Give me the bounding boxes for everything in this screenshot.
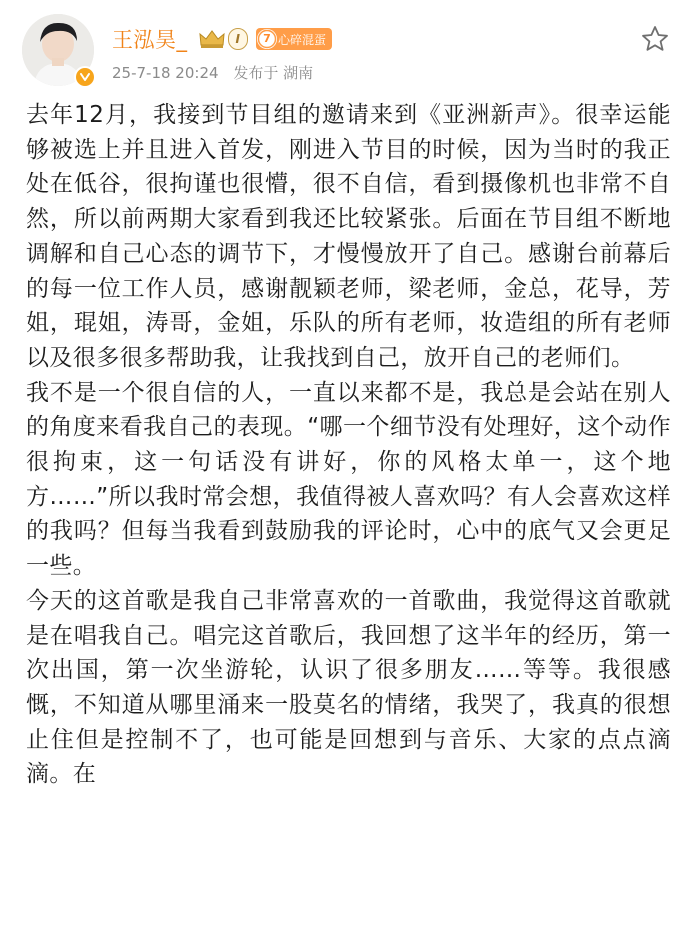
fan-badge-name: 心碎混蛋 bbox=[277, 32, 326, 47]
crown-level-badge[interactable] bbox=[198, 27, 248, 51]
fan-heart-icon bbox=[256, 28, 278, 50]
vip-badge-icon bbox=[74, 66, 96, 88]
star-outline-icon bbox=[640, 24, 670, 54]
crown-icon bbox=[198, 27, 226, 51]
post-header bbox=[0, 0, 690, 100]
author-row bbox=[112, 22, 332, 56]
fan-level: 7 bbox=[263, 32, 271, 45]
post-paragraph-3: 今天的这首歌是我自己非常喜欢的一首歌曲，我觉得这首歌就是在唱我自己。唱完这首歌后，我回想了这半年的经历，第一次出国，第一次坐游轮，认识了很多朋友……等等。我很感慨，不知道从哪里涌来一股莫名的情绪，我哭了，我真的很想止住但是控制不了，也可能是回想到与音乐、大家的点点滴滴。在 bbox=[26, 587, 671, 788]
fan-badge[interactable] bbox=[256, 28, 332, 50]
post-location: 发布于 湖南 bbox=[233, 64, 314, 82]
level-badge: I bbox=[228, 28, 248, 50]
post-body bbox=[26, 98, 671, 792]
post-paragraph-2: 我不是一个很自信的人，一直以来都不是，我总是会站在别人的角度来看我自己的表现。“哪一个细节没有处理好，这个动作很拘束，这一句话没有讲好，你的风格太单一，这个地方……”所以我时常会想，我值得被人喜欢吗？有人会喜欢这样的我吗？但每当我看到鼓励我的评论时，心中的底气又会更足一些。 bbox=[26, 379, 671, 580]
favorite-button[interactable] bbox=[640, 24, 670, 54]
post-meta bbox=[112, 62, 323, 83]
post-paragraph-1: 去年12月，我接到节目组的邀请来到《亚洲新声》。很幸运能够被选上并且进入首发，刚进入节目的时候，因为当时的我正处在低谷，很拘谨也很懵，很不自信，看到摄像机也非常不自然，所以前两期大家看到我还比较紧张。后面在节目组不断地调解和自己心态的调节下，才慢慢放开了自己。感谢台前幕后的每一位工作人员，感谢靓颖老师，梁老师，金总，花导，芳姐，琨姐，涛哥，金姐，乐队的所有老师，妆造组的所有老师以及很多很多帮助我，让我找到自己，放开自己的老师们。 bbox=[26, 102, 671, 371]
author-name[interactable]: 王泓昊_ bbox=[112, 28, 188, 52]
post-timestamp: 25-7-18 20:24 bbox=[112, 64, 219, 82]
author-avatar-wrap[interactable] bbox=[22, 14, 94, 86]
